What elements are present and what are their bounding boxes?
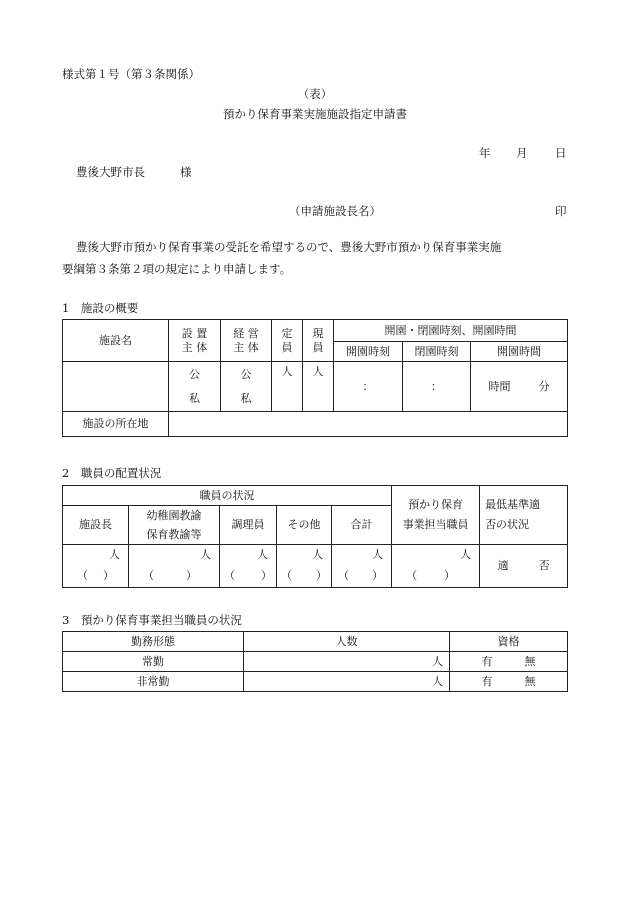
form-number: 様式第１号（第３条関係） <box>62 67 200 81</box>
cook-cell[interactable] <box>220 545 277 588</box>
teacher-line-1: 幼稚園教諭 <box>146 509 202 522</box>
other-paren-open: （ <box>281 569 292 583</box>
minimum-std-line-1: 最低基準適 <box>485 498 541 511</box>
current-cell[interactable] <box>303 362 334 412</box>
founder-cell[interactable] <box>169 362 221 412</box>
front-label: （表） <box>297 87 333 101</box>
capacity-cell[interactable] <box>272 362 303 412</box>
section2-heading: 2 職員の配置状況 <box>62 466 162 480</box>
headcount-unit: 人 <box>432 674 443 688</box>
care-staff-line-1: 預かり保育 <box>408 498 464 511</box>
total-header: 合計 <box>332 506 392 545</box>
director-cell[interactable] <box>63 545 129 588</box>
fit-label: 適 <box>497 559 509 573</box>
teacher-line-2: 保育教諭等 <box>146 528 202 541</box>
facility-name-header: 施設名 <box>63 320 169 362</box>
care-staff-paren-open: （ <box>406 569 418 583</box>
headcount-unit: 人 <box>432 654 443 668</box>
capacity-header <box>272 320 303 362</box>
director-paren-open: （ <box>77 569 88 583</box>
capacity-unit: 人 <box>281 365 293 378</box>
open-time-cell[interactable] <box>334 362 403 412</box>
unfit-label: 否 <box>538 559 550 573</box>
seal-mark: 印 <box>555 204 567 218</box>
close-time-header: 閉園時刻 <box>403 342 471 362</box>
table-row <box>63 672 568 692</box>
other-unit: 人 <box>312 548 323 561</box>
care-staff-header <box>392 486 480 545</box>
table-row <box>63 652 568 672</box>
facility-overview-table <box>62 319 568 437</box>
hours-unit: 時間 <box>488 379 511 393</box>
section1-heading: 1 施設の概要 <box>62 301 139 315</box>
address-cell[interactable] <box>169 412 568 437</box>
qualification-header: 資格 <box>450 632 568 652</box>
open-time-colon: ： <box>362 379 374 393</box>
operator-line-1: 経 営 <box>233 326 259 340</box>
open-hours-header: 開園時間 <box>471 342 568 362</box>
date-year: 年 <box>479 146 491 160</box>
close-time-colon: ： <box>431 379 442 393</box>
cook-paren-close: ） <box>261 569 272 583</box>
care-staff-cell[interactable] <box>392 545 480 588</box>
minimum-std-cell[interactable] <box>480 545 568 588</box>
operator-header <box>221 320 272 362</box>
qualification-no: 無 <box>524 654 536 668</box>
current-line-2: 員 <box>312 340 324 354</box>
total-unit: 人 <box>372 548 384 561</box>
work-type-fulltime: 常勤 <box>63 652 244 672</box>
care-staff-paren-close: ） <box>444 569 456 583</box>
founder-public: 公 <box>189 367 200 381</box>
total-paren-open: （ <box>338 569 349 583</box>
facility-name-cell[interactable] <box>63 362 169 412</box>
minimum-std-header <box>480 486 568 545</box>
honorific: 様 <box>180 165 192 179</box>
work-type-parttime: 非常勤 <box>63 672 244 692</box>
care-staff-unit: 人 <box>460 548 472 561</box>
open-hours-cell[interactable] <box>471 362 568 412</box>
close-time-cell[interactable] <box>403 362 471 412</box>
other-header: その他 <box>277 506 332 545</box>
headcount-parttime[interactable] <box>244 672 450 692</box>
headcount-fulltime[interactable] <box>244 652 450 672</box>
qualification-yes: 有 <box>481 674 493 688</box>
current-header <box>303 320 334 362</box>
total-paren-close: ） <box>372 569 384 583</box>
current-line-1: 現 <box>312 326 324 340</box>
director-paren-close: ） <box>103 569 114 583</box>
care-staff-table <box>62 631 568 692</box>
body-text <box>62 236 567 280</box>
operator-private: 私 <box>240 391 252 405</box>
body-line-1: 豊後大野市預かり保育事業の受託を希望するので、豊後大野市預かり保育事業実施 <box>76 240 502 254</box>
work-type-header: 勤務形態 <box>63 632 244 652</box>
minutes-unit: 分 <box>538 379 550 393</box>
capacity-line-1: 定 <box>281 326 293 340</box>
founder-line-1: 設 置 <box>181 326 208 340</box>
care-staff-line-2: 事業担当職員 <box>402 518 469 531</box>
founder-private: 私 <box>189 391 200 405</box>
operator-public: 公 <box>240 367 252 381</box>
director-unit: 人 <box>109 548 120 561</box>
director-header: 施設長 <box>63 506 129 545</box>
address-label: 施設の所在地 <box>63 412 169 437</box>
minimum-std-line-2: 否の状況 <box>485 518 530 531</box>
operator-line-2: 主 体 <box>233 340 259 354</box>
qualification-no: 無 <box>524 674 536 688</box>
open-time-header: 開園時刻 <box>334 342 403 362</box>
capacity-line-2: 員 <box>281 340 293 354</box>
qualification-parttime[interactable] <box>450 672 568 692</box>
cook-paren-open: （ <box>224 569 235 583</box>
total-cell[interactable] <box>332 545 392 588</box>
teacher-unit: 人 <box>200 548 211 561</box>
qualification-yes: 有 <box>481 654 493 668</box>
founder-header <box>169 320 221 362</box>
body-line-2: 要綱第３条第２項の規定により申請します。 <box>62 262 292 276</box>
staff-placement-table <box>62 485 568 588</box>
other-paren-close: ） <box>316 569 327 583</box>
addressee: 豊後大野市長 <box>76 165 145 179</box>
other-cell[interactable] <box>277 545 332 588</box>
applicant-label: （申請施設長名） <box>289 204 381 218</box>
current-unit: 人 <box>312 365 324 378</box>
teacher-cell[interactable] <box>129 545 220 588</box>
staff-status-header: 職員の状況 <box>63 486 392 506</box>
cook-unit: 人 <box>257 548 268 561</box>
teacher-paren-open: （ <box>143 569 154 583</box>
teacher-header <box>129 506 220 545</box>
operator-cell[interactable] <box>221 362 272 412</box>
date-day: 日 <box>555 146 567 160</box>
founder-line-2: 主 体 <box>181 340 208 354</box>
section3-heading: 3 預かり保育事業担当職員の状況 <box>62 613 242 627</box>
teacher-paren-close: ） <box>186 569 197 583</box>
hours-group-header: 開園・閉園時刻、開園時間 <box>334 320 568 342</box>
headcount-header: 人数 <box>244 632 450 652</box>
cook-header: 調理員 <box>220 506 277 545</box>
qualification-fulltime[interactable] <box>450 652 568 672</box>
document-title: 預かり保育事業実施施設指定申請書 <box>223 107 407 121</box>
date-month: 月 <box>516 146 528 160</box>
